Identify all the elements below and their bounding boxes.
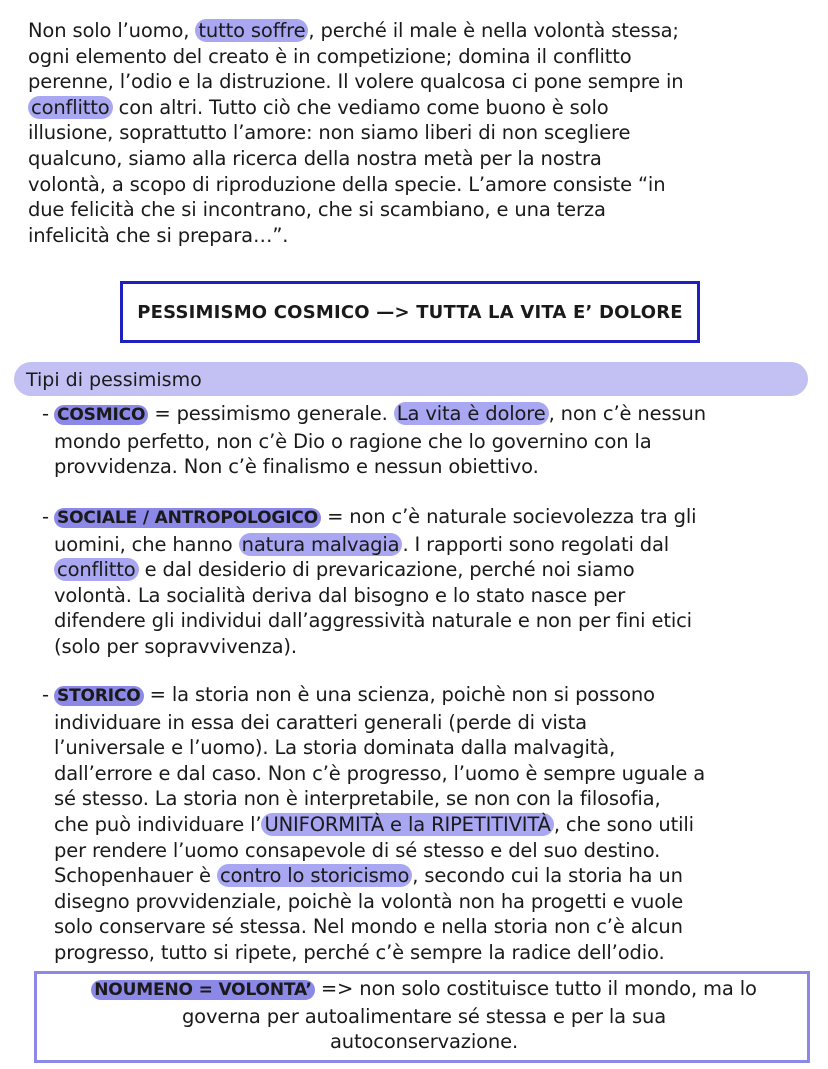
text-segment: che può individuare l’ bbox=[54, 812, 262, 836]
text-segment: e dal desiderio di prevaricazione, perché noi siamo bbox=[138, 558, 635, 582]
text-line bbox=[28, 69, 808, 95]
text-segment: illusione, soprattutto l’amore: non siamo liberi di non scegliere bbox=[28, 121, 631, 145]
text-line bbox=[54, 557, 812, 583]
highlighted-term: La vita è dolore bbox=[394, 402, 549, 425]
text-segment: perenne, l’odio e la distruzione. Il volere qualcosa ci pone sempre in bbox=[28, 70, 684, 94]
highlighted-term: conflitto bbox=[28, 96, 113, 119]
text-line bbox=[54, 454, 812, 480]
text-segment: l’universale e l’uomo). La storia dominata dalla malvagità, bbox=[54, 736, 616, 760]
text-segment: mondo perfetto, non c’è Dio o ragione che lo governino con la bbox=[54, 429, 652, 453]
text-line bbox=[28, 44, 808, 70]
text-line bbox=[54, 838, 812, 864]
text-segment: => non solo costituisce tutto il mondo, ma lo bbox=[314, 977, 757, 1000]
highlighted-term: tutto soffre bbox=[195, 19, 308, 42]
text-line bbox=[48, 1029, 800, 1055]
text-line bbox=[54, 786, 812, 812]
text-line bbox=[54, 401, 812, 429]
text-segment: Schopenhauer è bbox=[54, 864, 217, 888]
highlighted-term: COSMICO bbox=[54, 405, 148, 425]
text-segment: per rendere l’uomo consapevole di sé stesso e del suo destino. bbox=[54, 838, 661, 862]
text-segment: , che sono utili bbox=[553, 812, 694, 836]
highlighted-term: STORICO bbox=[54, 686, 144, 706]
type-storico-text bbox=[42, 682, 812, 966]
highlighted-term: UNIFORMITÀ e la RIPETITIVITÀ bbox=[261, 813, 553, 836]
highlighted-term: NOUMENO = VOLONTA’ bbox=[91, 980, 315, 1000]
text-segment: difendere gli individui dall’aggressività naturale e non per fini etici bbox=[54, 609, 692, 633]
text-line bbox=[54, 761, 812, 787]
text-line bbox=[28, 223, 808, 249]
text-segment: , perché il male è nella volontà stessa; bbox=[308, 19, 679, 42]
type-cosmico-text bbox=[42, 401, 812, 480]
text-line bbox=[54, 634, 812, 660]
text-segment: progresso, tutto si ripete, perché c’è sempre la radice dell’odio. bbox=[54, 940, 665, 964]
section-title: Tipi di pessimismo bbox=[26, 369, 202, 391]
text-line bbox=[28, 146, 808, 172]
text-line bbox=[54, 710, 812, 736]
text-segment: volontà. La socialità deriva dal bisogno e lo stato nasce per bbox=[54, 583, 626, 607]
text-segment: ogni elemento del creato è in competizione; domina il conflitto bbox=[28, 44, 632, 68]
text-line bbox=[28, 172, 808, 198]
text-line bbox=[48, 1004, 800, 1030]
type-sociale bbox=[42, 504, 812, 660]
text-line bbox=[54, 735, 812, 761]
bullet-dash: - bbox=[42, 402, 49, 425]
text-line bbox=[54, 863, 812, 889]
text-line bbox=[54, 682, 812, 710]
text-segment: solo conservare sé stessa. Nel mondo e nella storia non c’è alcun bbox=[54, 915, 683, 939]
text-segment: con altri. Tutto ciò che vediamo come buono è solo bbox=[112, 95, 609, 119]
text-line bbox=[54, 429, 812, 455]
text-segment: volontà, a scopo di riproduzione della specie. L’amore consiste “in bbox=[28, 172, 666, 196]
bullet-dash: - bbox=[42, 683, 49, 706]
text-segment: autoconservazione. bbox=[330, 1030, 518, 1054]
text-line bbox=[54, 532, 812, 558]
text-segment: individuare in essa dei caratteri generali (perde di vista bbox=[54, 710, 587, 734]
text-segment: = non c’è naturale socievolezza tra gli bbox=[321, 505, 697, 528]
text-segment: , non c’è nessun bbox=[548, 402, 706, 425]
text-segment: qualcuno, siamo alla ricerca della nostra metà per la nostra bbox=[28, 146, 602, 170]
type-cosmico bbox=[42, 401, 812, 480]
text-line bbox=[48, 976, 800, 1004]
summary-box-text: PESSIMISMO COSMICO —> TUTTA LA VITA E’ DOLORE bbox=[137, 301, 683, 323]
intro-paragraph bbox=[28, 18, 808, 248]
text-line bbox=[54, 914, 812, 940]
text-line bbox=[28, 95, 808, 121]
bullet-dash: - bbox=[42, 505, 49, 528]
text-segment: = la storia non è una scienza, poichè non si possono bbox=[143, 683, 655, 706]
highlighted-term: contro lo storicismo bbox=[217, 864, 412, 887]
text-line bbox=[54, 583, 812, 609]
type-storico bbox=[42, 682, 812, 966]
text-segment: uomini, che hanno bbox=[54, 532, 239, 556]
text-segment: sé stesso. La storia non è interpretabile, se non con la filosofia, bbox=[54, 787, 661, 811]
text-line bbox=[54, 812, 812, 838]
text-segment: . I rapporti sono regolati dal bbox=[402, 532, 670, 556]
text-segment: provvidenza. Non c’è finalismo e nessun obiettivo. bbox=[54, 455, 539, 479]
text-line bbox=[54, 940, 812, 966]
text-line bbox=[54, 889, 812, 915]
summary-box bbox=[120, 281, 700, 343]
highlighted-term: natura malvagia bbox=[239, 533, 403, 556]
text-segment: Non solo l’uomo, bbox=[28, 19, 196, 42]
text-line bbox=[28, 18, 808, 44]
text-line bbox=[28, 120, 808, 146]
text-line bbox=[28, 197, 808, 223]
text-line bbox=[54, 504, 812, 532]
highlighted-term: SOCIALE / ANTROPOLOGICO bbox=[54, 508, 321, 528]
text-segment: infelicità che si prepara…”. bbox=[28, 223, 289, 247]
noumeno-box-text bbox=[48, 976, 800, 1055]
text-segment: = pessimismo generale. bbox=[148, 402, 394, 425]
text-segment: (solo per sopravvivenza). bbox=[54, 634, 297, 658]
type-sociale-text bbox=[42, 504, 812, 660]
text-segment: , secondo cui la storia ha un bbox=[412, 864, 683, 888]
highlighted-term: conflitto bbox=[54, 558, 139, 581]
text-line bbox=[54, 608, 812, 634]
text-segment: disegno provvidenziale, poichè la volontà non ha progetti e vuole bbox=[54, 889, 684, 913]
text-segment: due felicità che si incontrano, che si scambiano, e una terza bbox=[28, 198, 606, 222]
text-segment: governa per autoalimentare sé stessa e per la sua bbox=[181, 1004, 667, 1028]
text-segment: dall’errore e dal caso. Non c’è progresso, l’uomo è sempre uguale a bbox=[54, 761, 706, 785]
